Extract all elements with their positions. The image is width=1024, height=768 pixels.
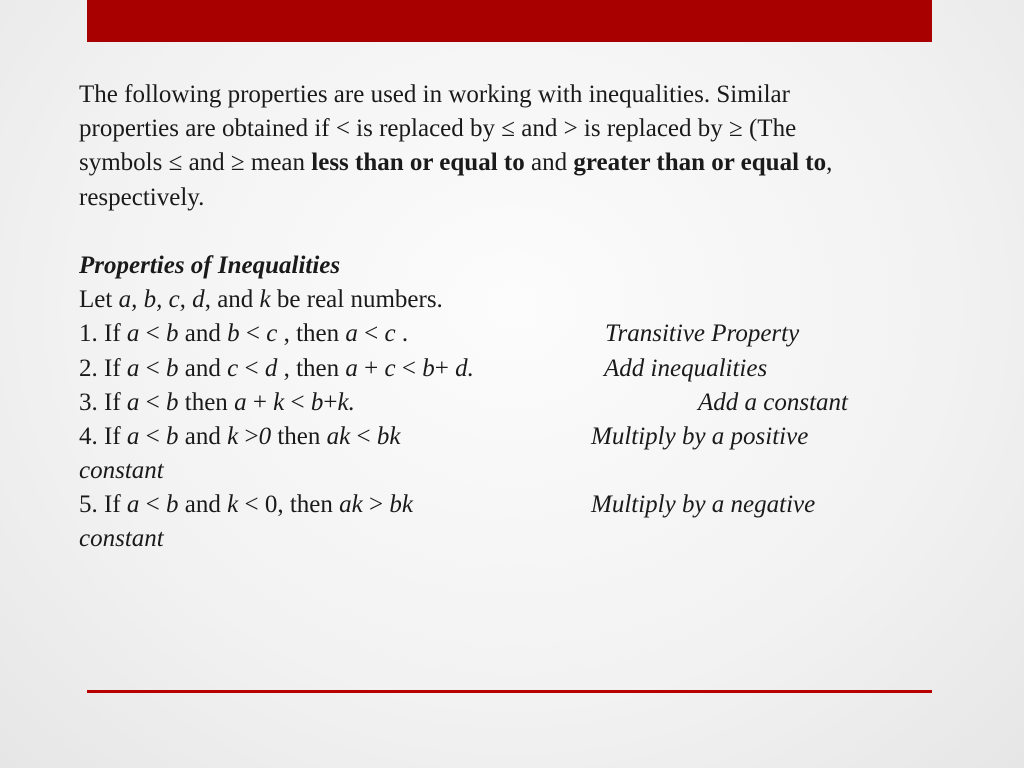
property-5-continuation <box>79 522 959 556</box>
prop-text: < 0, then <box>238 491 340 519</box>
prop-var: b <box>166 491 179 519</box>
slide-content <box>79 78 959 557</box>
prop-text: < <box>139 354 167 382</box>
property-5-name-cont: constant <box>79 525 164 553</box>
prop-text: 1. If <box>79 320 127 348</box>
prop-text: < <box>238 354 265 382</box>
prop-var: a <box>126 354 140 382</box>
prop-var: bk <box>389 491 413 519</box>
intro-paragraph <box>79 78 959 215</box>
prop-text: < <box>139 320 167 348</box>
intro-text-2: properties are obtained if < is replaced by ≤ and > is replaced by ≥ (The <box>79 115 797 143</box>
intro-line-3 <box>79 146 959 180</box>
prop-text: < <box>284 388 311 416</box>
intro-text-3e: , <box>826 149 833 177</box>
prop-var: a <box>234 388 247 416</box>
prop-var: ak <box>339 491 363 519</box>
let-text-e: be real numbers. <box>270 286 443 314</box>
prop-text: + <box>323 388 338 416</box>
prop-var: c <box>384 320 396 348</box>
prop-text: and <box>178 320 228 348</box>
prop-text: < <box>139 388 167 416</box>
prop-var: a <box>345 320 358 348</box>
prop-text: < <box>239 320 267 348</box>
prop-text: + <box>434 354 456 382</box>
prop-var: b <box>166 354 179 382</box>
prop-text: + <box>246 388 274 416</box>
property-4-name-cont: constant <box>79 457 164 485</box>
property-1-name: Transitive Property <box>605 320 800 348</box>
prop-text: , then <box>277 354 346 382</box>
prop-text: 4. If <box>79 422 127 450</box>
prop-var: k <box>273 388 285 416</box>
prop-text: 5. If <box>79 491 127 519</box>
intro-line-1 <box>79 78 959 112</box>
prop-var: a <box>345 354 358 382</box>
prop-text: < <box>350 422 377 450</box>
property-4 <box>79 420 959 454</box>
property-2-name: Add inequalities <box>604 354 768 382</box>
property-2 <box>79 352 959 386</box>
prop-text: and <box>178 491 228 519</box>
prop-var: a <box>126 422 140 450</box>
prop-var: b <box>166 422 179 450</box>
prop-var: b <box>227 320 240 348</box>
prop-var: k <box>227 422 239 450</box>
let-text-c: , and <box>204 286 260 314</box>
prop-var: c <box>227 354 239 382</box>
property-3-name: Add a constant <box>698 388 848 416</box>
prop-text: then <box>271 422 327 450</box>
prop-var: c <box>384 354 396 382</box>
let-vars: a, b, c, d <box>118 286 205 314</box>
prop-var: b <box>166 320 179 348</box>
prop-var: b <box>422 354 435 382</box>
prop-text: < <box>395 354 423 382</box>
prop-text: 3. If <box>79 388 127 416</box>
prop-text: and <box>178 422 228 450</box>
property-5 <box>79 488 959 522</box>
property-3 <box>79 386 959 420</box>
prop-var: d. <box>455 354 474 382</box>
prop-text: , then <box>277 320 346 348</box>
property-1 <box>79 317 959 351</box>
let-var-k: k <box>259 286 271 314</box>
prop-var: k. <box>337 388 355 416</box>
prop-var: a <box>126 320 140 348</box>
prop-var: 0 <box>258 422 272 450</box>
spacer <box>79 215 959 249</box>
prop-var: k <box>227 491 239 519</box>
prop-var: d <box>264 354 278 382</box>
prop-text: then <box>178 388 235 416</box>
less-equal-term: less than or equal to <box>311 149 525 177</box>
intro-text-4: respectively. <box>79 183 205 211</box>
let-text-a: Let <box>79 286 119 314</box>
prop-var: a <box>126 388 140 416</box>
prop-text: and <box>178 354 228 382</box>
properties-heading-line <box>79 249 959 283</box>
property-5-name: Multiply by a negative <box>591 491 816 519</box>
intro-line-2 <box>79 112 959 146</box>
prop-text: . <box>395 320 409 348</box>
bottom-divider <box>87 690 932 693</box>
property-4-continuation <box>79 454 959 488</box>
prop-var: c <box>266 320 278 348</box>
prop-var: a <box>126 491 140 519</box>
prop-text: + <box>357 354 385 382</box>
greater-equal-term: greater than or equal to <box>573 149 827 177</box>
intro-text-3c: and <box>524 149 574 177</box>
let-line <box>79 283 959 317</box>
intro-text-1: The following properties are used in working with inequalities. Similar <box>79 81 790 108</box>
intro-text-3a: symbols ≤ and ≥ mean <box>79 149 312 177</box>
prop-text: < <box>139 491 167 519</box>
intro-line-4 <box>79 181 959 215</box>
prop-var: b <box>166 388 179 416</box>
prop-var: b <box>310 388 324 416</box>
prop-text: > <box>362 491 390 519</box>
prop-var: ak <box>326 422 351 450</box>
top-accent-bar <box>87 0 932 42</box>
properties-heading: Properties of Inequalities <box>79 251 341 279</box>
prop-text: 2. If <box>79 354 127 382</box>
property-4-name: Multiply by a positive <box>591 422 809 450</box>
prop-text: < <box>357 320 385 348</box>
prop-text: > <box>238 422 259 450</box>
prop-text: < <box>139 422 167 450</box>
prop-var: bk <box>376 422 401 450</box>
